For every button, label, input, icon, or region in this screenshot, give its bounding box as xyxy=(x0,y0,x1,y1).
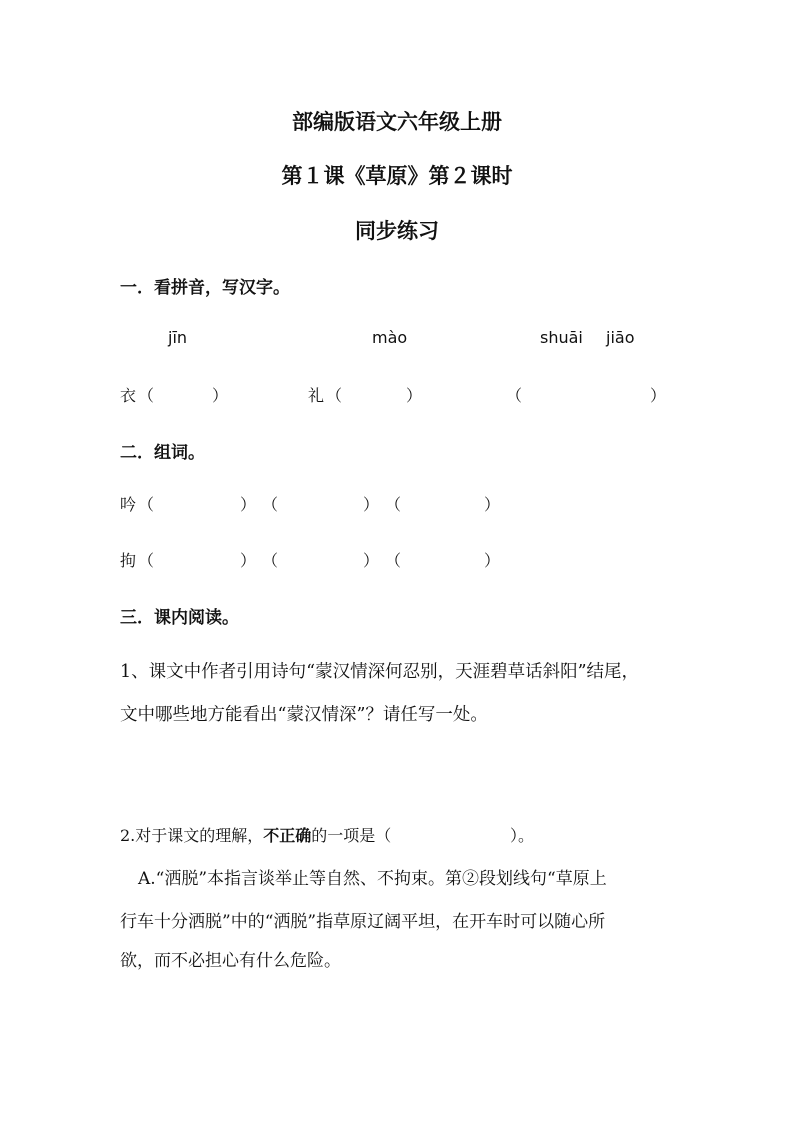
pinyin-shuai: shuāi xyxy=(540,328,583,347)
q2-stem-prefix: 2.对于课文的理解， xyxy=(120,826,264,845)
q1-line2: 文中哪些地方能看出“蒙汉情深”？请任写一处。 xyxy=(120,705,488,725)
row-ju-close-3: ） xyxy=(484,551,501,570)
lesson-title: 第１课《草原》第２课时 xyxy=(281,163,513,188)
row-yin-close-1: ） xyxy=(240,495,257,514)
row-ju-open-1: （ xyxy=(138,551,155,570)
row-ju-open-3: （ xyxy=(385,551,402,570)
row-ju-open-2: （ xyxy=(262,551,279,570)
item-shuaijiao-close: ） xyxy=(650,386,667,405)
q1-line1: 1、课文中作者引用诗句“蒙汉情深何忍别，天涯碧草话斜阳”结尾， xyxy=(120,662,640,682)
pinyin-jin: jīn xyxy=(168,328,188,347)
row-yin-close-3: ） xyxy=(484,495,501,514)
item-yi-open: （ xyxy=(138,386,155,405)
row-yin-open-2: （ xyxy=(262,495,279,514)
row-ju-close-1: ） xyxy=(240,551,257,570)
row-yin-open-3: （ xyxy=(385,495,402,514)
q2-stem xyxy=(120,823,391,846)
pinyin-mao: mào xyxy=(372,328,408,347)
row-yin-close-2: ） xyxy=(363,495,380,514)
section2-heading: 二．组词。 xyxy=(120,443,205,463)
q2-option-a-line2: 行车十分洒脱”中的“洒脱”指草原辽阔平坦，在开车时可以随心所 xyxy=(120,912,606,932)
item-li-close: ） xyxy=(406,386,423,405)
q2-stem-bold: 不正确 xyxy=(263,826,312,845)
pinyin-jiao: jiāo xyxy=(606,328,635,347)
document-title: 部编版语文六年级上册 xyxy=(292,109,502,134)
row-yin-open-1: （ xyxy=(138,495,155,514)
q2-option-a-line1: A.“洒脱”本指言谈举止等自然、不拘束。第②段划线句“草原上 xyxy=(138,869,607,889)
item-li-char: 礼 xyxy=(308,386,325,405)
item-shuaijiao-open: （ xyxy=(506,386,523,405)
section1-heading: 一．看拼音，写汉字。 xyxy=(120,278,290,298)
q2-option-a-line3: 欲，而不必担心有什么危险。 xyxy=(120,951,341,971)
row-ju-close-2: ） xyxy=(363,551,380,570)
row-yin-char: 吟 xyxy=(120,495,137,514)
row-ju-char: 拘 xyxy=(120,551,137,570)
item-yi-close: ） xyxy=(212,386,229,405)
item-yi-char: 衣 xyxy=(120,386,137,405)
q2-stem-close: ）。 xyxy=(510,826,535,845)
section3-heading: 三．课内阅读。 xyxy=(120,608,239,628)
q2-stem-suffix: 的一项是（ xyxy=(311,826,392,845)
practice-title: 同步练习 xyxy=(355,218,439,243)
item-li-open: （ xyxy=(326,386,343,405)
